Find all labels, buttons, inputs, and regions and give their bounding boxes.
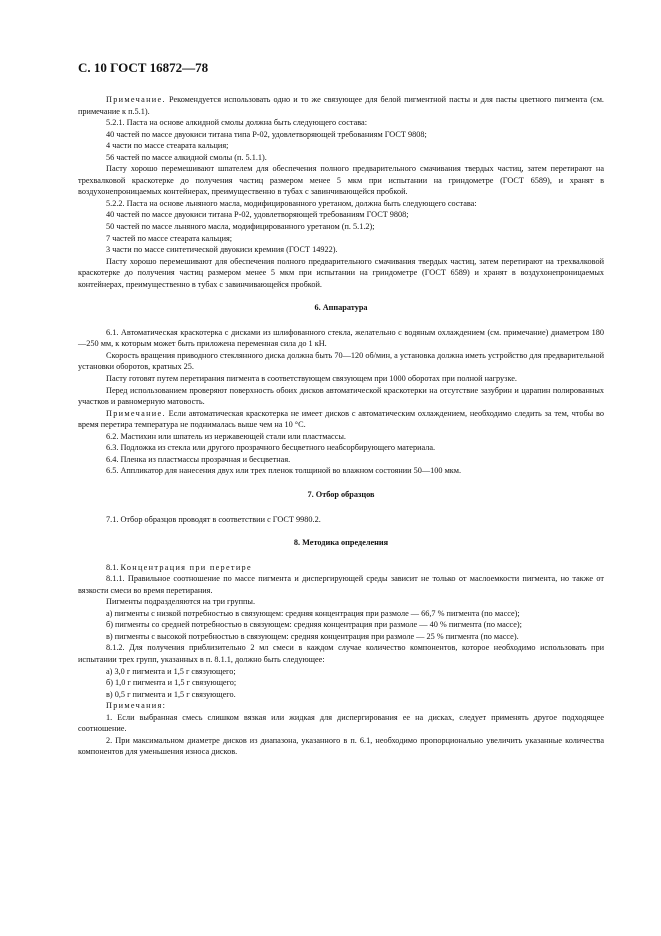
- notes-label: Примечания:: [106, 701, 167, 711]
- clause-number: 8.1.: [106, 562, 121, 572]
- note-label: Примечание.: [106, 95, 166, 104]
- paragraph-8-1-2: 8.1.2. Для получения приблизительно 2 мл смеси в каждом случае количество компонентов, которое необходимо использовать при испытании трех групп, указанных в п. 8.1.1, должно быть следующее:: [78, 643, 604, 664]
- list-item: в) пигменты с высокой потребностью в связующем: средняя концентрация при размоле — 25 % пигмента (по массе).: [106, 631, 519, 641]
- list-line: 40 частей по массе двуокиси титана Р-02, удовлетворяющей требованиям ГОСТ 9808;: [106, 210, 409, 220]
- paragraph: Пигменты подразделяются на три группы.: [106, 597, 256, 607]
- list-line: 56 частей по массе алкидной смолы (п. 5.1.1).: [106, 152, 267, 162]
- list-item: б) пигменты со средней потребностью в связующем: средняя концентрация при размоле — 40 % пигмента (по массе);: [106, 620, 522, 630]
- note-text: Если автоматическая краскотерка не имеет дисков с автоматическим охлаждением, необходимо следить за тем, чтобы во время перетира температура не поднималась выше чем на 10 °С.: [78, 408, 604, 430]
- list-item: б) 1,0 г пигмента и 1,5 г связующего;: [106, 678, 237, 688]
- paragraph-8-1: [78, 562, 604, 574]
- document-body: [78, 94, 604, 758]
- paragraph: Пасту хорошо перемешивают для обеспечения полного предварительного смачивания твердых частиц, затем перетирают на трехвалковой краскотерке до получения частиц размером менее 5 мкм при испытании на гриндометре (ГОСТ 6589) и хранят в воздухонепроницаемых контейнерах, преимущественно в тубах с завинчивающейся пробкой.: [78, 256, 604, 289]
- list-line: 50 частей по массе льняного масла, модифицированного уретаном (п. 5.1.2);: [106, 222, 375, 232]
- list-item: а) пигменты с низкой потребностью в связующем: средняя концентрация при размоле — 66,7 % пигмента (по массе);: [106, 608, 520, 618]
- section-heading-7: 7. Отбор образцов: [307, 489, 375, 499]
- paragraph: Пасту хорошо перемешивают шпателем для обеспечения полного предварительного смачивания твердых частиц, затем перетирают на трехвалковой краскотерке до получения частиц размером менее 5 мкм при испытании на гриндометре (ГОСТ 6589), и хранят в воздухонепроницаемых контейнерах, преимущественно в тубах с завинчивающейся пробкой.: [78, 164, 604, 197]
- list-line: 4 части по массе стеарата кальция;: [106, 141, 229, 151]
- section-heading-8: 8. Методика определения: [293, 538, 389, 548]
- note-label: Примечание.: [106, 408, 166, 418]
- clause-title: Концентрация при перетире: [120, 562, 252, 572]
- note-text: Рекомендуется использовать одно и то же связующее для белой пигментной пасты и для пасты цветного пигмента (см. примечание к п.5.1).: [78, 95, 604, 116]
- paragraph-5-2-2: 5.2.2. Паста на основе льняного масла, модифицированного уретаном, должна быть следующего состава:: [106, 198, 477, 208]
- paragraph-6-2: 6.2. Мастихин или шпатель из нержавеющей стали или пластмассы.: [106, 431, 346, 441]
- note-paragraph: [78, 408, 604, 431]
- paragraph: Перед использованием проверяют поверхность обоих дисков автоматической краскотерки на отсутствие зазубрин и царапин полированных участков и равномерную матовость.: [78, 385, 604, 407]
- note-paragraph: [78, 94, 604, 117]
- list-line: 3 части по массе синтетической двуокиси кремния (ГОСТ 14922).: [106, 245, 338, 255]
- paragraph: Пасту готовят путем перетирания пигмента в соответствующем связующем при 1000 оборотах при полной нагрузке.: [106, 374, 517, 384]
- list-line: 7 частей по массе стеарата кальция;: [106, 233, 233, 243]
- list-item: в) 0,5 г пигмента и 1,5 г связующего.: [106, 689, 236, 699]
- list-line: 40 частей по массе двуокиси титана типа Р-02, удовлетворяющей требованиям ГОСТ 9808;: [106, 129, 427, 139]
- page-header: С. 10 ГОСТ 16872—78: [78, 60, 209, 75]
- list-item: а) 3,0 г пигмента и 1,5 г связующего;: [106, 666, 236, 676]
- note-item: 2. При максимальном диаметре дисков из диапазона, указанного в п. 6.1, необходимо пропорционально увеличить указанные количества компонентов для уменьшения износа дисков.: [78, 735, 604, 757]
- section-heading-6: 6. Аппаратура: [314, 303, 368, 313]
- paragraph-8-1-1: 8.1.1. Правильное соотношение по массе пигмента и диспергирующей среды зависит не только от маслоемкости пигмента, но также от вязкости смеси во время перетирания.: [78, 574, 604, 595]
- paragraph-5-2-1: 5.2.1. Паста на основе алкидной смолы должна быть следующего состава:: [106, 118, 367, 128]
- paragraph-6-3: 6.3. Подложка из стекла или другого прозрачного бесцветного неабсорбирующего материала.: [106, 443, 436, 453]
- paragraph-6-1: 6.1. Автоматическая краскотерка с дисками из шлифованного стекла, желательно с водяным охлаждением (см. примечание) диаметром 180—250 мм, к которым может быть приложена переменная сила до 1 кН.: [78, 327, 604, 349]
- paragraph-6-4: 6.4. Пленка из пластмассы прозрачная и бесцветная.: [106, 454, 291, 464]
- paragraph: Скорость вращения приводного стеклянного диска должна быть 70—120 об/мин, а установка должна иметь устройство для предварительной установки оборотов, кратных 25.: [78, 350, 604, 372]
- paragraph-6-5: 6.5. Аппликатор для нанесения двух или трех пленок толщиной во влажном состоянии 50—100 мкм.: [106, 466, 462, 476]
- paragraph-7-1: 7.1. Отбор образцов проводят в соответствии с ГОСТ 9980.2.: [106, 514, 321, 524]
- note-item: 1. Если выбранная смесь слишком вязкая или жидкая для диспергирования ее на дисках, следует применять другое подходящее соотношение.: [78, 712, 604, 734]
